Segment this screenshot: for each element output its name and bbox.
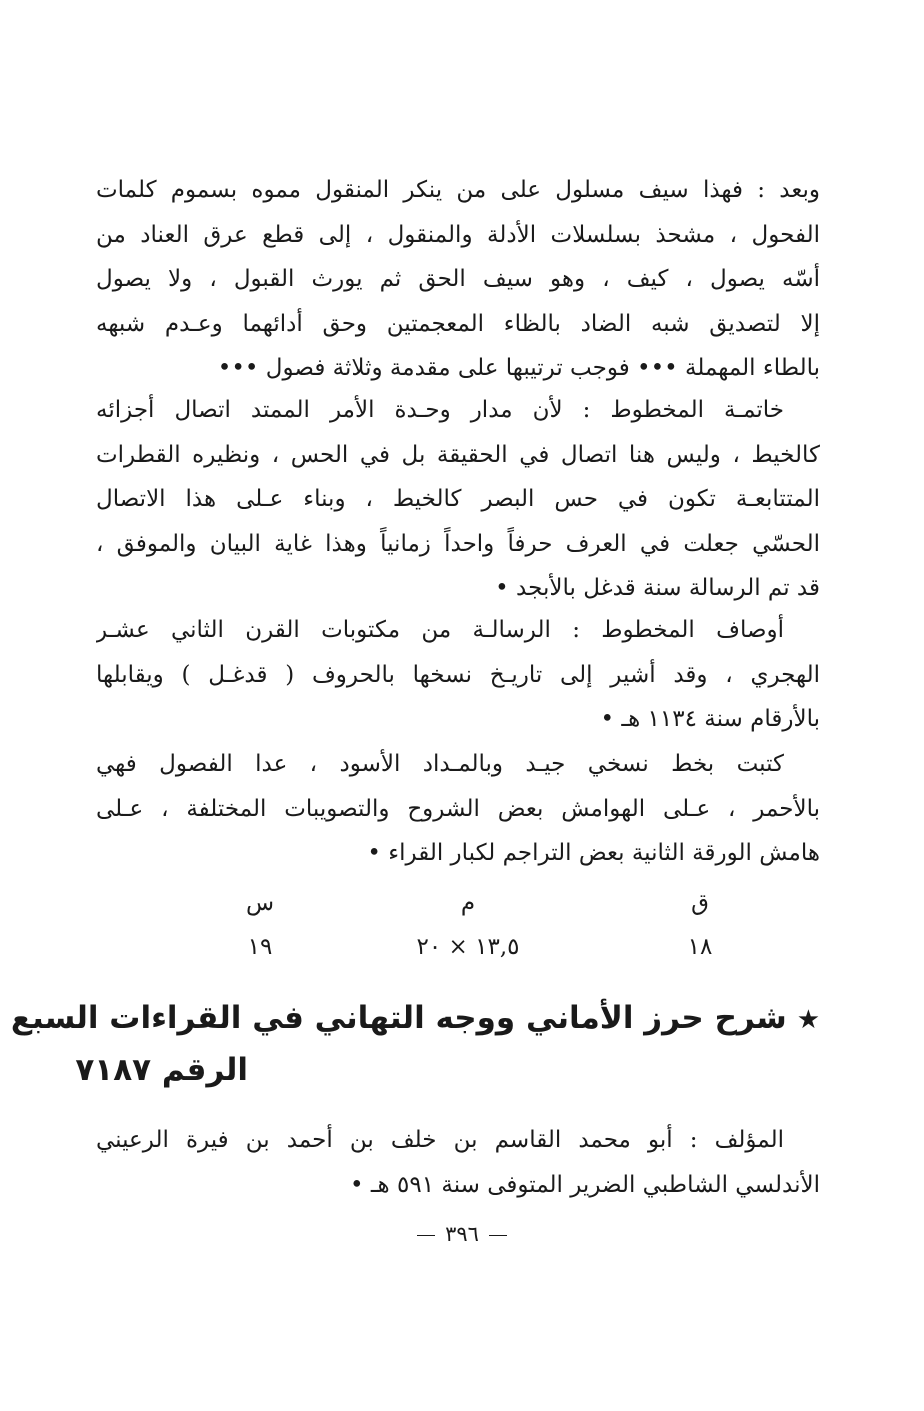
text-line: الهجري ، وقد أشير إلى تاريـخ نسخها بالحروف ( قدغـل ) ويقابلها xyxy=(96,661,820,688)
text-line: خاتمـة المخطوط : لأن مدار وحـدة الأمر الممتد اتصال أجزائه xyxy=(96,397,784,423)
entry-title xyxy=(11,1000,820,1036)
text-line: إلا لتصديق شبه الضاد بالظاء المعجمتين وحق أدائهما وعـدم شبهه xyxy=(96,310,820,337)
entry-number: الرقم ٧١٨٧ xyxy=(75,1052,248,1088)
star-icon: ★ xyxy=(796,1005,820,1035)
spec-value-s: ١٩ xyxy=(247,934,273,960)
text-line: المتتابعـة تكون في حس البصر كالخيط ، وبناء عـلى هذا الاتصال xyxy=(96,486,820,512)
text-line: هامش الورقة الثانية بعض التراجم لكبار القراء • xyxy=(367,840,820,866)
text-line: بالأحمر ، عـلى الهوامش بعض الشروح والتصويبات المختلفة ، عـلى xyxy=(96,795,820,822)
text-line: الأندلسي الشاطبي الضرير المتوفى سنة ٥٩١ هـ • xyxy=(349,1171,820,1198)
page-number xyxy=(0,1222,924,1246)
text-line: أسّه يصول ، كيف ، وهو سيف الحق ثم يورث القبول ، ولا يصول xyxy=(96,266,820,292)
page-number-text: ٣٩٦ xyxy=(445,1222,479,1246)
script-paragraph xyxy=(96,742,820,876)
author-paragraph xyxy=(96,1118,820,1207)
entry-title-text: شرح حرز الأماني ووجه التهاني في القراءات السبع xyxy=(10,1000,787,1036)
specs-header-row xyxy=(96,890,820,930)
spec-value-m: ١٣,٥ × ٢٠ xyxy=(416,934,520,960)
description-paragraph xyxy=(96,608,820,742)
text-line: وبعد : فهذا سيف مسلول على من ينكر المنقول مموه بسموم كلمات xyxy=(96,177,820,203)
spec-value-q: ١٨ xyxy=(687,934,713,960)
text-line: الفحول ، مشحذ بسلسلات الأدلة والمنقول ، إلى قطع عرق العناد من xyxy=(96,221,820,248)
text-line: قد تم الرسالة سنة قدغل بالأبجد • xyxy=(495,575,820,601)
text-line: كالخيط ، وليس هنا اتصال في الحقيقة بل في الحس ، ونظيره القطرات xyxy=(96,441,820,468)
text-line: المؤلف : أبو محمد القاسم بن خلف بن أحمد بن فيرة الرعيني xyxy=(96,1127,784,1153)
spec-header-m: م xyxy=(460,890,476,916)
text-line: كتبت بخط نسخي جيـد وبالمـداد الأسود ، عدا الفصول فهي xyxy=(96,751,784,777)
text-line: بالطاء المهملة ••• فوجب ترتيبها على مقدمة وثلاثة فصول ••• xyxy=(217,355,820,381)
spec-header-q: ق xyxy=(691,890,709,916)
spec-header-s: س xyxy=(245,890,275,916)
text-line: أوصاف المخطوط : الرسالـة من مكتوبات القرن الثاني عشـر xyxy=(96,617,784,643)
dash-divider xyxy=(489,1235,507,1236)
text-line: الحسّي جعلت في العرف حرفاً واحداً زمانياً وهذا غاية البيان والموفق ، xyxy=(96,530,820,557)
specs-value-row xyxy=(96,934,820,974)
text-line: بالأرقام سنة ١١٣٤ هـ • xyxy=(600,706,820,732)
dash-divider xyxy=(417,1235,435,1236)
closing-paragraph xyxy=(96,388,820,611)
intro-paragraph xyxy=(96,168,820,391)
